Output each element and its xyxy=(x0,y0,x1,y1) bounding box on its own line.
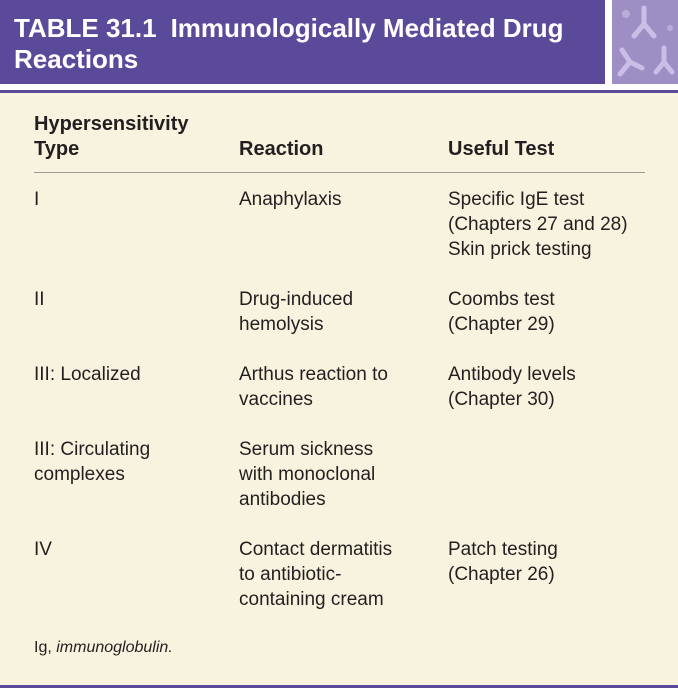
footnote-definition: immunoglobulin. xyxy=(56,639,173,656)
header-divider xyxy=(34,172,645,173)
footnote-abbreviation: Ig, xyxy=(34,639,52,656)
row-4-type: III: Circulating complexes xyxy=(34,439,151,485)
row-4-reaction: Serum sickness with monoclonal antibodies xyxy=(239,439,376,510)
row-5-reaction: Contact dermatitis to antibiotic- containing cream xyxy=(239,539,393,610)
column-header-reaction: Reaction xyxy=(239,138,324,160)
table-footnote xyxy=(34,638,173,658)
header-gap xyxy=(605,0,612,84)
table-title-text: Immunologically Mediated Drug Reactions xyxy=(14,13,564,74)
row-1-test: Specific IgE test (Chapters 27 and 28) Skin prick testing xyxy=(448,189,628,260)
row-5-type: IV xyxy=(34,539,52,560)
header-rule xyxy=(0,90,678,93)
row-1-reaction: Anaphylaxis xyxy=(239,189,342,210)
row-1-type: I xyxy=(34,189,40,210)
row-5-test: Patch testing (Chapter 26) xyxy=(448,539,558,585)
row-3-test: Antibody levels (Chapter 30) xyxy=(448,364,576,410)
row-2-type: II xyxy=(34,289,45,310)
column-header-type: Hypersensitivity Type xyxy=(34,113,189,160)
row-3-type: III: Localized xyxy=(34,364,141,385)
column-header-test: Useful Test xyxy=(448,138,555,160)
antibody-decoration-icon xyxy=(612,0,678,84)
row-2-reaction: Drug-induced hemolysis xyxy=(239,289,354,335)
antibody-pattern xyxy=(612,0,678,84)
table-title xyxy=(14,13,594,75)
table-number: TABLE 31.1 xyxy=(14,13,157,43)
row-2-test: Coombs test (Chapter 29) xyxy=(448,289,555,335)
row-3-reaction: Arthus reaction to vaccines xyxy=(239,364,388,410)
table-header xyxy=(0,0,605,84)
